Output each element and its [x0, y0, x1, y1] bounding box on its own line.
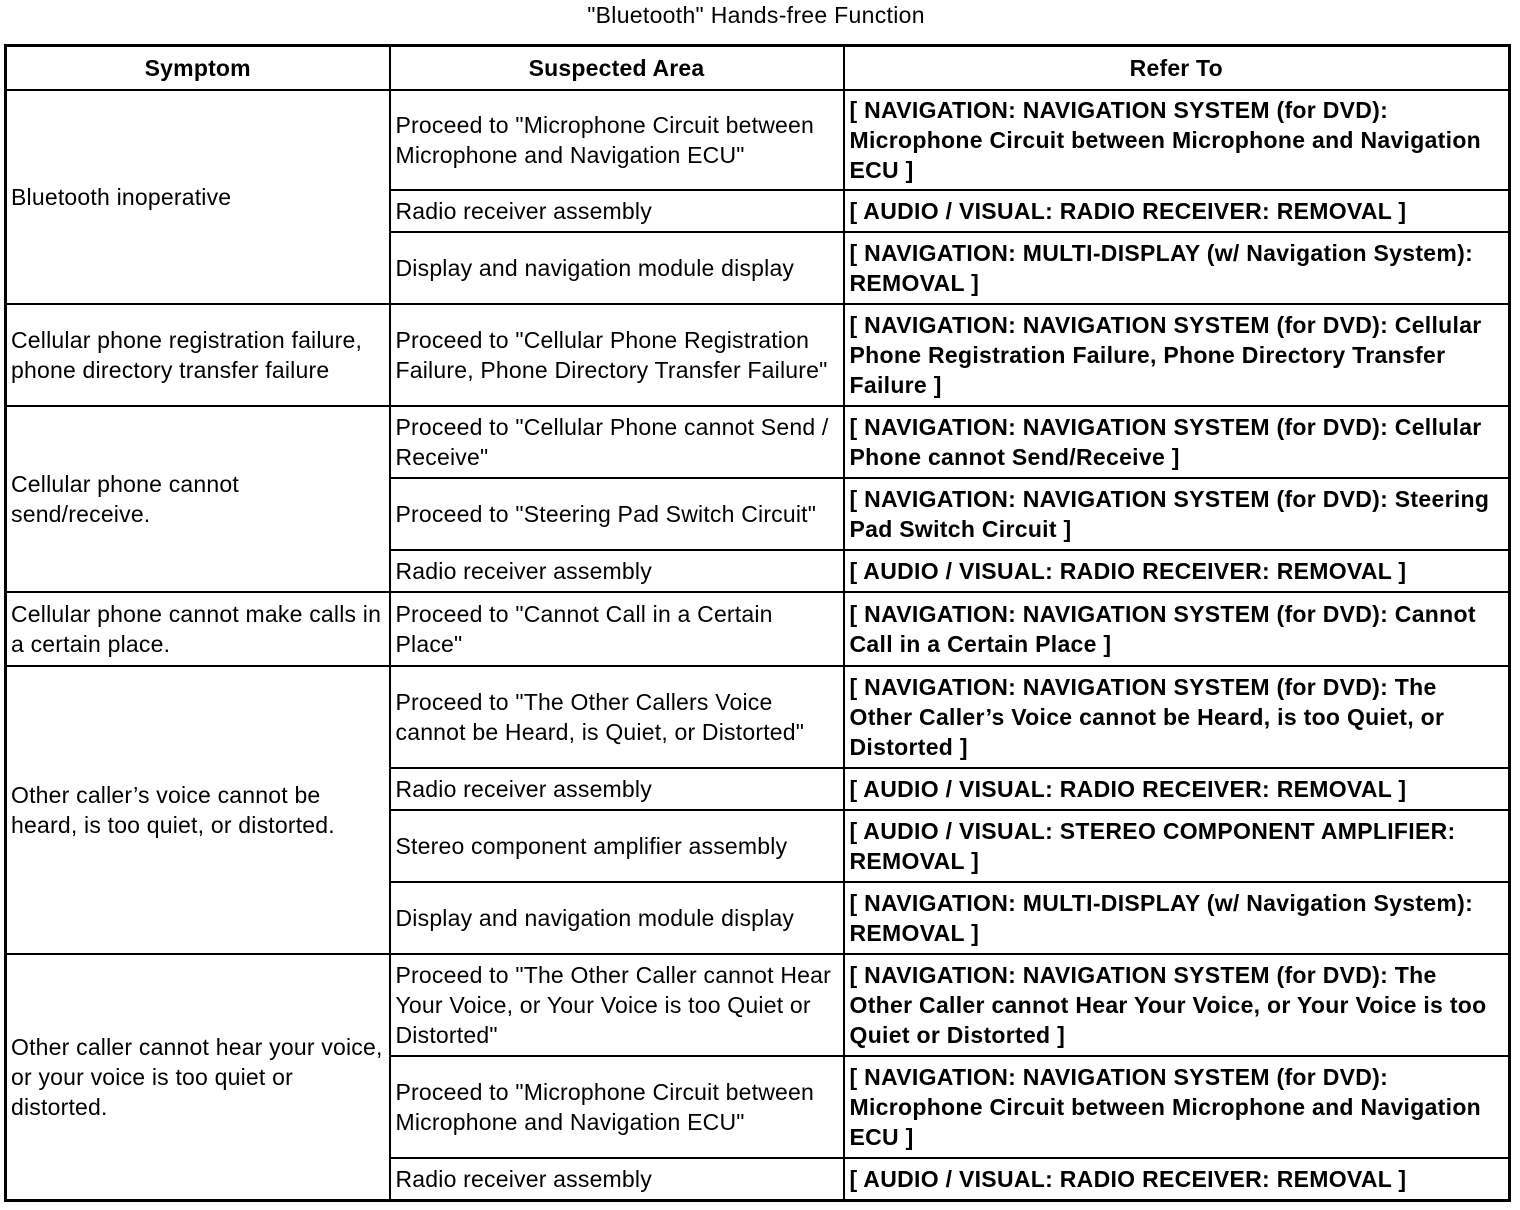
suspected-area-cell: Proceed to "Microphone Circuit between Microphone and Navigation ECU" — [390, 90, 844, 190]
symptom-cell: Cellular phone cannot send/receive. — [6, 406, 390, 592]
symptom-cell: Bluetooth inoperative — [6, 90, 390, 304]
suspected-area-cell: Proceed to "Cellular Phone cannot Send / Receive" — [390, 406, 844, 478]
suspected-area-cell: Proceed to "The Other Callers Voice cannot be Heard, is Quiet, or Distorted" — [390, 666, 844, 768]
refer-to-link[interactable]: [ AUDIO / VISUAL: RADIO RECEIVER: REMOVAL ] — [844, 1158, 1510, 1200]
suspected-area-cell: Proceed to "Cannot Call in a Certain Place" — [390, 592, 844, 666]
column-header-symptom: Symptom — [6, 46, 390, 91]
refer-to-link[interactable]: [ NAVIGATION: MULTI-DISPLAY (w/ Navigation System): REMOVAL ] — [844, 232, 1510, 304]
refer-to-link[interactable]: [ NAVIGATION: NAVIGATION SYSTEM (for DVD): Steering Pad Switch Circuit ] — [844, 478, 1510, 550]
refer-to-link[interactable]: [ NAVIGATION: NAVIGATION SYSTEM (for DVD): Cellular Phone Registration Failure, Phone Directory Transfer Failure ] — [844, 304, 1510, 406]
refer-to-link[interactable]: [ AUDIO / VISUAL: RADIO RECEIVER: REMOVAL ] — [844, 190, 1510, 232]
table-body — [6, 90, 1510, 1200]
symptom-cell: Other caller cannot hear your voice, or your voice is too quiet or distorted. — [6, 954, 390, 1200]
refer-to-link[interactable]: [ NAVIGATION: NAVIGATION SYSTEM (for DVD): The Other Caller’s Voice cannot be Heard, is too Quiet, or Distorted ] — [844, 666, 1510, 768]
suspected-area-cell: Stereo component amplifier assembly — [390, 810, 844, 882]
refer-to-link[interactable]: [ AUDIO / VISUAL: RADIO RECEIVER: REMOVAL ] — [844, 768, 1510, 810]
refer-to-link[interactable]: [ AUDIO / VISUAL: STEREO COMPONENT AMPLIFIER: REMOVAL ] — [844, 810, 1510, 882]
table-row — [6, 666, 1510, 768]
column-header-suspected-area: Suspected Area — [390, 46, 844, 91]
refer-to-link[interactable]: [ NAVIGATION: NAVIGATION SYSTEM (for DVD): Cellular Phone cannot Send/Receive ] — [844, 406, 1510, 478]
table-header-row — [6, 46, 1510, 91]
refer-to-link[interactable]: [ NAVIGATION: MULTI-DISPLAY (w/ Navigation System): REMOVAL ] — [844, 882, 1510, 954]
suspected-area-cell: Radio receiver assembly — [390, 550, 844, 592]
table-row — [6, 90, 1510, 190]
refer-to-link[interactable]: [ AUDIO / VISUAL: RADIO RECEIVER: REMOVAL ] — [844, 550, 1510, 592]
suspected-area-cell: Display and navigation module display — [390, 232, 844, 304]
suspected-area-cell: Display and navigation module display — [390, 882, 844, 954]
suspected-area-cell: Radio receiver assembly — [390, 190, 844, 232]
refer-to-link[interactable]: [ NAVIGATION: NAVIGATION SYSTEM (for DVD): The Other Caller cannot Hear Your Voice, or Your Voice is too Quiet or Distorted ] — [844, 954, 1510, 1056]
table-row — [6, 406, 1510, 478]
table-row — [6, 954, 1510, 1056]
suspected-area-cell: Proceed to "Microphone Circuit between Microphone and Navigation ECU" — [390, 1056, 844, 1158]
refer-to-link[interactable]: [ NAVIGATION: NAVIGATION SYSTEM (for DVD): Microphone Circuit between Microphone and Navigation ECU ] — [844, 1056, 1510, 1158]
symptom-cell: Other caller’s voice cannot be heard, is too quiet, or distorted. — [6, 666, 390, 954]
refer-to-link[interactable]: [ NAVIGATION: NAVIGATION SYSTEM (for DVD): Cannot Call in a Certain Place ] — [844, 592, 1510, 666]
page-title: "Bluetooth" Hands-free Function — [587, 2, 925, 28]
suspected-area-cell: Radio receiver assembly — [390, 1158, 844, 1200]
table-row — [6, 592, 1510, 666]
suspected-area-cell: Proceed to "Cellular Phone Registration Failure, Phone Directory Transfer Failure" — [390, 304, 844, 406]
suspected-area-cell: Proceed to "Steering Pad Switch Circuit" — [390, 478, 844, 550]
column-header-refer-to: Refer To — [844, 46, 1510, 91]
table-row — [6, 304, 1510, 406]
symptom-cell: Cellular phone cannot make calls in a certain place. — [6, 592, 390, 666]
suspected-area-cell: Radio receiver assembly — [390, 768, 844, 810]
troubleshooting-table — [4, 44, 1511, 1202]
suspected-area-cell: Proceed to "The Other Caller cannot Hear Your Voice, or Your Voice is too Quiet or Distorted" — [390, 954, 844, 1056]
symptom-cell: Cellular phone registration failure, phone directory transfer failure — [6, 304, 390, 406]
refer-to-link[interactable]: [ NAVIGATION: NAVIGATION SYSTEM (for DVD): Microphone Circuit between Microphone and Navigation ECU ] — [844, 90, 1510, 190]
